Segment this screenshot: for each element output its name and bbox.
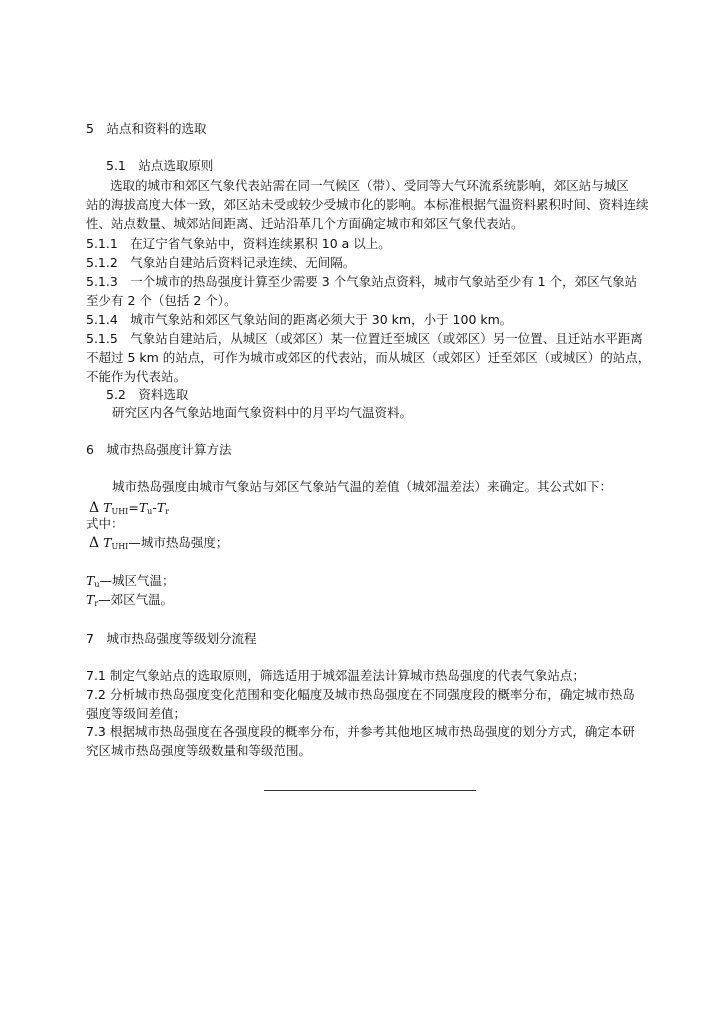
- formula-Tr: $T_r$: [156, 500, 170, 516]
- section-7-heading: 7 城市热岛强度等级划分流程: [86, 631, 257, 646]
- section-5-1-para-line: 站的海拔高度大体一致，郊区站未受或较少受城市化的影响。本标准根据气温资料累积时间、资料连续: [86, 197, 649, 212]
- clause-7-2-line: 7.2 分析城市热岛强度变化范围和变化幅度及城市热岛强度在不同强度段的概率分布，确定城市热岛: [86, 687, 635, 702]
- formula-Tu: $T_u$: [138, 500, 153, 516]
- clause-7-2-line: 强度等级间差值；: [86, 706, 187, 721]
- clause-5-1-5-line: 不超过 5 km 的站点，可作为城市或郊区的代表站，而从城区（或郊区）迁至郊区（或城区）的站点，: [86, 350, 651, 365]
- definition-uhi-text: —城市热岛强度；: [128, 535, 229, 550]
- clause-5-1-2: 5.1.2 气象站自建站后资料记录连续、无间隔。: [86, 255, 356, 270]
- delta-symbol: Δ: [89, 535, 100, 551]
- clause-5-1-4: 5.1.4 城市气象站和郊区气象站间的距离必须大于 30 km，小于 100 km。: [86, 312, 513, 327]
- section-5-1-para-line: 选取的城市和郊区气象代表站需在同一气候区（带）、受同等大气环流系统影响，郊区站与城区: [110, 178, 629, 193]
- clause-5-1-5-line: 5.1.5 气象站自建站后，从城区（或郊区）某一位置迁至城区（或郊区）另一位置、且迁站水平距离: [86, 331, 643, 346]
- section-5-1-title: 5.1 站点选取原则: [106, 158, 214, 173]
- clause-7-1: 7.1 制定气象站点的选取原则，筛选适用于城郊温差法计算城市热岛强度的代表气象站点；: [86, 668, 585, 683]
- definition-tu: $T_u—$城区气温；: [86, 573, 175, 589]
- section-5-heading: 5 站点和资料的选取: [86, 121, 207, 136]
- section-6-heading: 6 城市热岛强度计算方法: [86, 442, 232, 457]
- definition-uhi: Δ $T_{UHI}—$城市热岛强度；: [89, 535, 229, 551]
- section-5-2-title: 5.2 资料选取: [106, 387, 189, 402]
- where-label: 式中：: [86, 516, 124, 531]
- clause-5-1-3-line: 至少有 2 个（包括 2 个）。: [86, 293, 237, 308]
- definition-tu-text: —城区气温；: [99, 573, 175, 588]
- formula-minus: -: [152, 500, 157, 515]
- definition-tr-text: —郊区气温。: [98, 592, 174, 607]
- delta-symbol: Δ: [89, 500, 100, 516]
- clause-5-1-3-line: 5.1.3 一个城市的热岛强度计算至少需要 3 个气象站点资料，城市气象站至少有 1 个，郊区气象站: [86, 274, 638, 289]
- definition-tr: $T_r—$郊区气温。: [86, 592, 174, 608]
- clause-7-3-line: 7.3 根据城市热岛强度在各强度段的概率分布，并参考其他地区城市热岛强度的划分方式，确定本研: [86, 724, 635, 739]
- formula-lhs-T: $T_{UHI}$: [103, 500, 129, 516]
- section-5-2-para: 研究区内各气象站地面气象资料中的月平均气温资料。: [112, 405, 413, 420]
- section-5-1-para-line: 性、站点数量、城郊站间距离、迁站沿革几个方面确定城市和郊区气象代表站。: [86, 216, 524, 231]
- formula-equals: =: [128, 500, 139, 515]
- clause-7-3-line: 究区城市热岛强度等级数量和等级范围。: [86, 743, 312, 758]
- clause-5-1-1: 5.1.1 在辽宁省气象站中，资料连续累积 10 a 以上。: [86, 236, 391, 251]
- end-rule: [264, 790, 476, 791]
- clause-5-1-5-line: 不能作为代表站。: [86, 369, 187, 384]
- section-6-intro: 城市热岛强度由城市气象站与郊区气象站气温的差值（城郊温差法）来确定。其公式如下：: [112, 479, 613, 494]
